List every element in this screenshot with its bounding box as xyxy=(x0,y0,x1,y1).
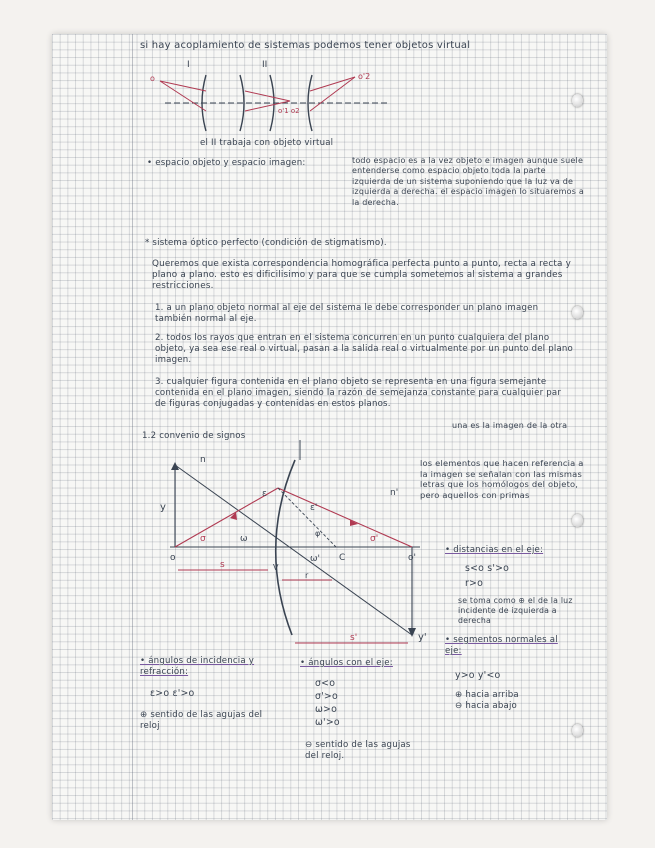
normal-line xyxy=(278,488,336,547)
label-c: C xyxy=(339,553,346,563)
segmentos-line-1: y>o y'<o xyxy=(455,670,501,681)
label-y-prime: y' xyxy=(418,632,427,643)
label-n: n xyxy=(200,455,206,465)
label-phi: φ xyxy=(315,529,321,538)
label-r: r xyxy=(305,571,309,580)
rule-1: 1. a un plano objeto normal al eje del sistema le debe corresponder un plano imagen también normal al eje. xyxy=(155,303,539,325)
label-o-point: o xyxy=(170,553,176,563)
arrow-up-icon xyxy=(171,462,179,470)
angulos-incidencia-line-2: ⊕ sentido de las agujas del reloj xyxy=(140,710,263,732)
angulos-eje-note: ⊖ sentido de las agujas del reloj. xyxy=(305,740,411,762)
label-sigma-prime: σ' xyxy=(370,534,379,544)
segmentos-heading: • segmentos normales al eje: xyxy=(445,635,558,657)
chief-ray xyxy=(175,465,412,635)
label-y: y xyxy=(160,502,166,513)
ray xyxy=(245,91,290,101)
label-o1-o2: o'1 o2 xyxy=(278,107,300,115)
distancias-line-1: s<o s'>o xyxy=(465,563,510,574)
angulos-incidencia-line-1: ε>o ε'>o xyxy=(150,688,195,699)
distancias-heading: • distancias en el eje: xyxy=(445,545,544,555)
margin-line xyxy=(132,34,133,820)
angulos-eje-heading: • ángulos con el eje: xyxy=(300,658,393,668)
segmentos-line-2: ⊕ hacia arriba xyxy=(455,690,519,700)
label-roman-1: I xyxy=(187,60,190,70)
caption-virtual-object: el II trabaja con objeto virtual xyxy=(200,138,334,148)
coupled-lens-diagram xyxy=(140,55,400,135)
angulos-incidencia-heading: • ángulos de incidencia y refracción: xyxy=(140,656,255,678)
distancias-line-2: r>o xyxy=(465,578,484,589)
ray xyxy=(310,77,355,111)
label-o2: o'2 xyxy=(358,72,371,81)
label-roman-2: II xyxy=(262,60,268,70)
angulos-eje-line-4: ω'>o xyxy=(315,717,340,728)
convenio-heading: 1.2 convenio de signos xyxy=(142,431,246,441)
lens-2-left xyxy=(270,75,274,131)
queremos-paragraph: Queremos que exista correspondencia homográfica perfecta punto a punto, recta a recta y plano a plano. esto es dificilisimo y para que se cumpla sometemos al sistema a grandes restricciones. xyxy=(152,259,572,292)
una-es-note: una es la imagen de la otra xyxy=(452,421,568,430)
punch-hole xyxy=(572,94,583,107)
angulos-eje-line-2: σ'>o xyxy=(315,691,338,702)
rule-2: 2. todos los rayos que entran en el sistema concurren en un punto cualquiera del plano objeto, ya sea ese real o virtual, pasan a la salida real o virtualmente por un punto del plano imagen. xyxy=(155,333,574,366)
label-epsilon-prime: ε' xyxy=(310,503,318,513)
angulos-eje-line-3: ω>o xyxy=(315,704,338,715)
label-s-prime: s' xyxy=(350,633,358,643)
espacio-text: todo espacio es a la vez objeto e imagen aunque suele entenderse como espacio objeto toda la parte izquierda de un sistema suponiendo que la luz va de izquierda a derecha. el espacio imagen lo situaremos a la derecha. xyxy=(352,156,584,207)
elementos-note: los elementos que hacen referencia a la imagen se señalan con las mismas letras que los homólogos del objeto, pero aquellos con primas xyxy=(420,458,584,500)
intro-line: si hay acoplamiento de sistemas podemos tener objetos virtual xyxy=(140,40,471,51)
label-epsilon: ε xyxy=(262,489,267,499)
sign-convention-diagram xyxy=(140,440,440,650)
label-o: o xyxy=(150,74,155,83)
rule-3: 3. cualquier figura contenida en el plano objeto se representa en una figura semejante contenida en el plano imagen, siendo la razón de semejanza constante para cualquier par de figuras conjugadas y contenidas en estos planos. xyxy=(155,377,562,410)
angulos-eje-line-1: σ<o xyxy=(315,678,336,689)
label-omega-prime: ω' xyxy=(310,554,321,564)
label-o-prime-point: o' xyxy=(408,553,416,563)
label-v: V xyxy=(273,563,279,572)
distancias-note: se toma como ⊕ el de la luz incidente de izquierda a derecha xyxy=(458,596,573,625)
sistema-heading: * sistema óptico perfecto (condición de stigmatismo). xyxy=(145,238,387,248)
ray xyxy=(310,77,355,91)
label-n-prime: n' xyxy=(390,488,399,498)
segmentos-line-3: ⊖ hacia abajo xyxy=(455,701,517,711)
label-omega: ω xyxy=(240,534,248,544)
espacio-heading: • espacio objeto y espacio imagen: xyxy=(147,158,306,168)
label-sigma: σ xyxy=(200,534,206,544)
punch-hole xyxy=(572,724,583,737)
label-s: s xyxy=(220,560,225,570)
punch-hole xyxy=(572,514,583,527)
